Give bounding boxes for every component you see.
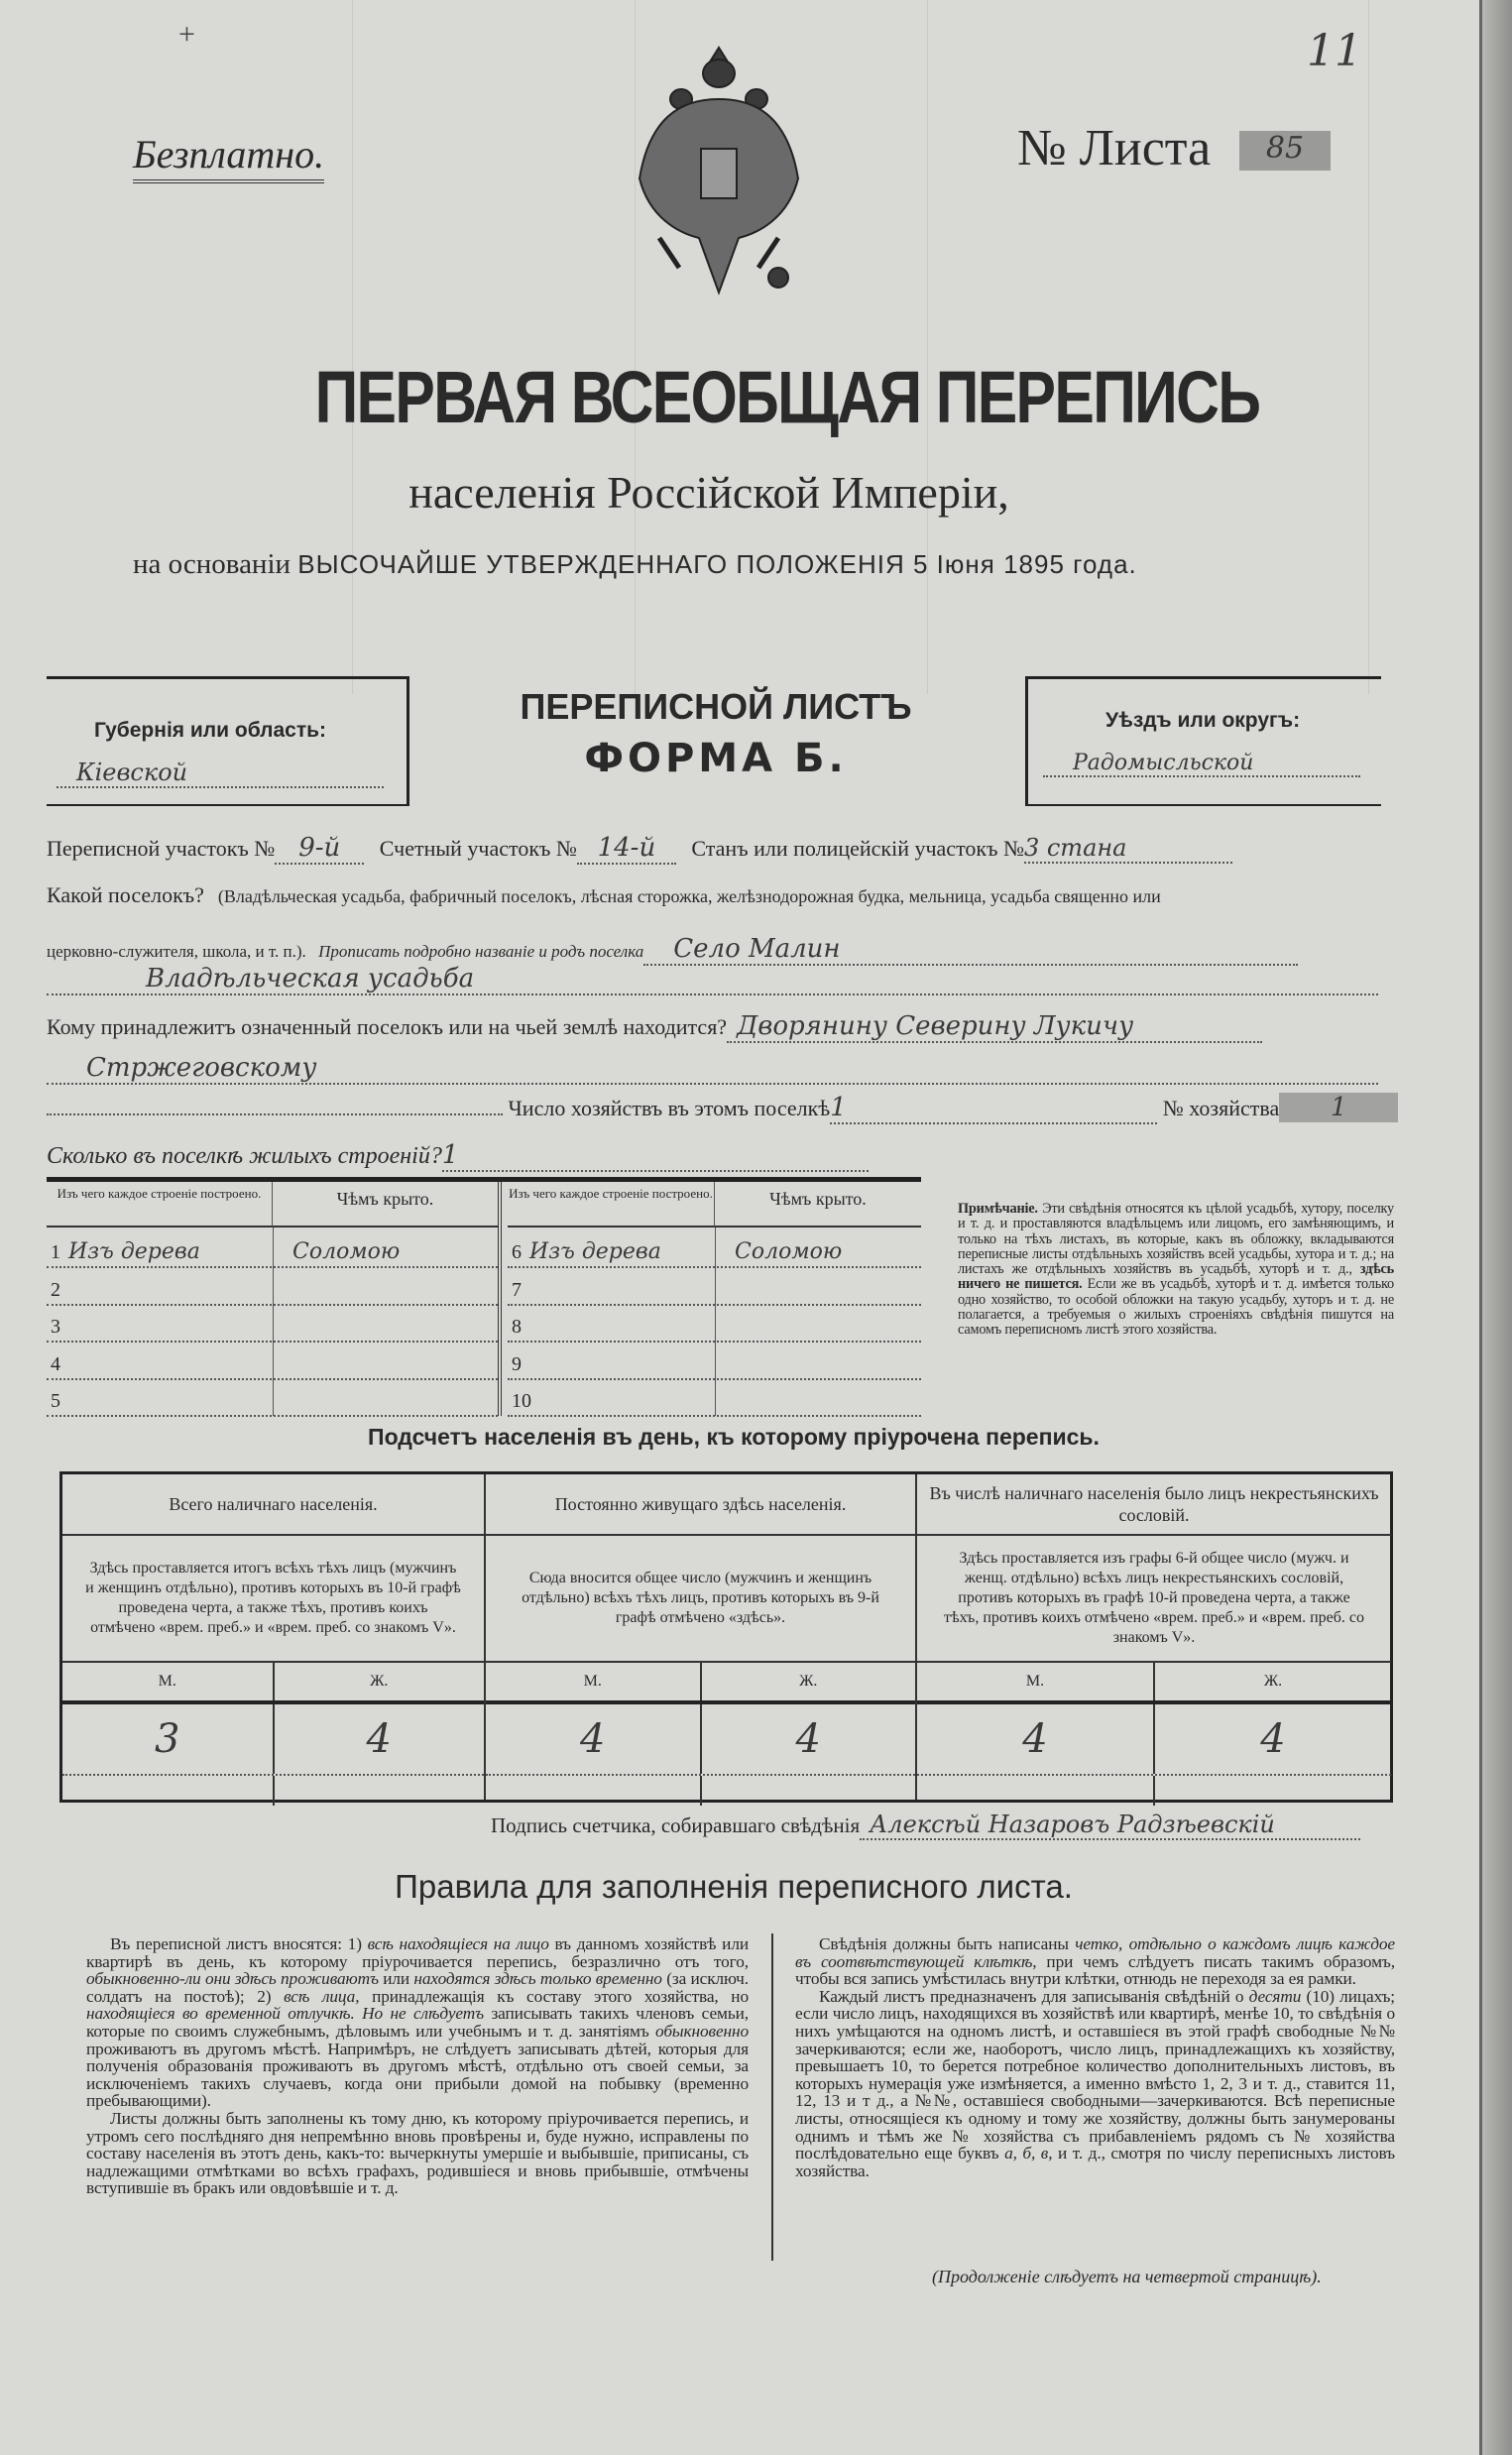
buildings-line [47, 1140, 869, 1172]
rules-text: записывать такихъ членовъ семьи, которые по своимъ служебнымъ, дѣловымъ или учебнымъ и т. д. занятіямъ [86, 2004, 749, 2041]
rules-paragraph [86, 1935, 749, 2110]
female-label: Ж. [273, 1663, 485, 1700]
row-number: 8 [512, 1316, 522, 1338]
rules-emphasis: находящіеся во временной отлучкѣ. Но не слѣдуетъ [86, 2004, 484, 2024]
blank-row [917, 1776, 1391, 1806]
note-paragraph [958, 1202, 1394, 1339]
subtitle [0, 466, 1512, 519]
sex-header-row [62, 1663, 484, 1704]
province-label: Губернія или область: [94, 719, 327, 742]
district-cell [1025, 676, 1381, 806]
row-number: 5 [51, 1390, 60, 1412]
blank-cell [917, 1776, 1153, 1806]
column-description: Здѣсь проставляется итогъ всѣхъ тѣхъ лицъ (мужчинъ и женщинъ отдѣльно), противъ которыхъ въ 10-й графѣ проведена черта, а также тѣхъ, противъ коихъ отмѣчено «врем. преб.» и «врем. преб. со знакомъ V». [62, 1536, 484, 1663]
rules-paragraph [86, 2110, 749, 2197]
row-number: 4 [51, 1352, 60, 1375]
subtitle-text: населенія Россійской Имперіи, [408, 467, 1009, 518]
household-number-value: 1 [1279, 1093, 1398, 1122]
owner-value: Дворянину Северину Лукичу [727, 1011, 1262, 1043]
settlement-hint-2: церковно-служителя, школа, и т. п.). [47, 942, 306, 961]
owner-label: Кому принадлежитъ означенный поселокъ или на чьей землѣ находится? [47, 1014, 728, 1039]
settlement-value-2: Владѣльческая усадьба [47, 964, 1378, 995]
rules-emphasis: всѣ находящіеся на лицо [367, 1934, 549, 1953]
population-table [59, 1471, 1393, 1803]
row-number: 7 [512, 1278, 522, 1301]
rules-text: проживаютъ въ другомъ мѣстѣ. Напримѣръ, не слѣдуетъ записывать дѣтей, которыя для полученія образованія проживаютъ въ другомъ мѣстѣ, отдѣльно отъ своей семьи, за исключеніемъ такихъ случаевъ, когда они прибыли домой на побывку (временно пребывающими). [86, 2039, 749, 2111]
value-row [486, 1704, 915, 1776]
form-name: ФОРМА Б. [584, 736, 848, 781]
note-text: Эти свѣдѣнія относятся къ цѣлой усадьбѣ, хутору, поселку и т. д. и проставляются владѣльцемъ или лицомъ, его замѣняющимъ, и только на тѣхъ листахъ, въ которые, какъ въ обложку, вкладываются переписные листы отдѣльныхъ хозяйствъ всей усадьбы, хутора и т. д.; на листахъ же отдѣльныхъ хозяйствъ въ усадьбѣ, хуторѣ и т. д., [958, 1201, 1394, 1278]
column-description: Сюда вносится общее число (мужчинъ и женщинъ отдѣльно) всѣхъ тѣхъ лицъ, противъ которыхъ въ 9-й графѣ отмѣчено «здѣсь». [486, 1536, 915, 1663]
buildings-value: 1 [442, 1140, 869, 1172]
rules-emphasis: а, б, в, [1004, 2144, 1053, 2163]
signature-value: Алексѣй Назаровъ Радзѣевскій [860, 1811, 1360, 1840]
rules-text: Свѣдѣнія должны быть написаны [819, 1934, 1076, 1953]
province-cell [47, 676, 409, 806]
table-row [508, 1229, 921, 1268]
male-label: М. [158, 1673, 176, 1690]
counting-district-label: Счетный участокъ № [379, 836, 577, 861]
row-number: 3 [51, 1316, 60, 1338]
rules-left-column [86, 1935, 749, 2197]
buildings-table [47, 1177, 921, 1416]
row-number: 9 [512, 1352, 522, 1375]
roof-value: Соломою [292, 1239, 401, 1264]
show-through-line [352, 0, 353, 694]
settlement-line [47, 882, 1161, 908]
sex-header-row [917, 1663, 1391, 1704]
rules-title-text: Правила для заполненія переписного листа. [395, 1868, 1073, 1905]
counting-district-value: 14-й [577, 833, 676, 865]
rules-text: (10) лицахъ; если число лицъ, находящихся въ хозяйствѣ или квартирѣ, менѣе 10, то свѣдѣнія о нихъ умѣщаются на одномъ листѣ, и оставшіеся въ этой графѣ свободные №№ зачеркиваются; если же, наоборотъ, число лицъ, принадлежащихъ къ хозяйству, превышаетъ 10, то берется потребное количество дополнительныхъ листовъ, въ которыхъ нумерація уже измѣняется, а именно вмѣсто 1, 2, 3 и т. д., ставится 11, 12, 13 и т д., а №№, оставшіеся свободными—зачеркиваются. Всѣ переписные листы, относящіеся къ одному и тому же хозяйству, должны быть занумерованы однимъ и тѣмъ же № хозяйства съ прибавленіемъ рядомъ съ № хозяйства послѣдовательно еще буквъ [795, 1986, 1395, 2163]
table-row [47, 1342, 498, 1380]
owner-line [47, 1011, 1378, 1043]
sheet-number-label: № Листа [1017, 120, 1212, 176]
blank-cell [62, 1776, 273, 1806]
material-value: Изъ дерева [68, 1239, 200, 1264]
settlement-instruction: Прописать подробно названіе и родъ поселка [318, 942, 644, 961]
note-label: Примѣчаніе. [958, 1201, 1038, 1217]
imperial-eagle-emblem [620, 40, 818, 307]
rules-text: Каждый листъ предназначенъ для записыванія свѣдѣній о [819, 1986, 1249, 2006]
rules-text: Листы должны быть заполнены къ тому дню, къ которому пріурочивается перепись, и утромъ сего послѣдняго дня непремѣнно вновь провѣрены и, буде нужно, исправлены по составу населенія въ этотъ день, какъ-то: вычеркнуты умершіе и выбывшіе, приписаны, съ надлежащими отмѣтками во всѣхъ графахъ, родившіеся и вновь прибывшіе, отмѣчены вступившіе въ бракъ или овдовѣвшіе и т. д. [86, 2108, 749, 2198]
signature-label: Подпись счетчика, собиравшаго свѣдѣнія [491, 1813, 861, 1837]
rules-emphasis: десяти [1248, 1986, 1302, 2006]
female-count: 4 [1153, 1704, 1391, 1774]
buildings-table-left [47, 1182, 502, 1416]
population-column [484, 1474, 915, 1800]
buildings-label: Сколько въ поселкѣ жилыхъ строеній? [47, 1143, 442, 1169]
rules-paragraph [795, 1935, 1395, 1988]
page-title-text: ПЕРВАЯ ВСЕОБЩАЯ ПЕРЕПИСЬ [314, 356, 1260, 438]
rules-emphasis: обыкновенно [655, 2021, 749, 2041]
free-label: Безплатно. [133, 131, 324, 183]
row-number: 2 [51, 1278, 60, 1301]
male-label: М. [583, 1673, 602, 1690]
rules-right-column [795, 1935, 1395, 2179]
column-header-material: Изъ чего каждое строеніе построено. [47, 1182, 273, 1228]
province-value: Кіевской [57, 759, 384, 788]
settlement-fields [47, 833, 1378, 1130]
population-column [915, 1474, 1391, 1800]
households-line [47, 1093, 1378, 1124]
female-count: 4 [700, 1704, 916, 1774]
sheet-number-value: 85 [1239, 131, 1331, 171]
table-row [47, 1229, 498, 1268]
male-count: 3 [155, 1716, 180, 1762]
rules-emphasis: всѣ лица, [284, 1986, 360, 2006]
census-district-label: Переписной участокъ № [47, 836, 276, 861]
district-value: Радомысльской [1043, 751, 1360, 777]
rules-text: (за исключ. солдатъ на постоѣ); 2) [86, 1969, 749, 2006]
table-row [508, 1304, 921, 1343]
settlement-value: Село Малин [643, 934, 1298, 966]
row-number: 1 [51, 1241, 60, 1263]
basis-main: ВЫСОЧАЙШЕ УТВЕРЖДЕННАГО ПОЛОЖЕНІЯ 5 Іюня 1895 года. [297, 549, 1137, 579]
table-row [508, 1342, 921, 1380]
table-row [47, 1304, 498, 1343]
column-header-roof: Чѣмъ крыто. [715, 1182, 921, 1228]
female-label: Ж. [700, 1663, 916, 1700]
roof-value: Соломою [735, 1239, 843, 1264]
rules-emphasis: четко, отдѣльно о каждомъ лицѣ каждое въ соотвѣтствующей клѣткѣ [795, 1934, 1395, 1971]
column-title: Въ числѣ наличнаго населенія было лицъ некрестьянскихъ сословій. [917, 1474, 1391, 1536]
table-row [47, 1378, 498, 1417]
show-through-line [1368, 0, 1369, 694]
population-heading-text: Подсчетъ населенія въ день, къ которому пріурочена перепись. [368, 1424, 1100, 1450]
rules-emphasis: находятся здѣсь только временно [413, 1969, 662, 1989]
district-label: Уѣздъ или округъ: [1105, 709, 1301, 732]
owner-value-2: Стржеговскому [47, 1053, 1378, 1085]
rules-divider [771, 1933, 773, 2261]
archive-number: 11 [1307, 26, 1362, 76]
stan-label: Станъ или полицейскій участокъ № [691, 836, 1024, 861]
male-count: 4 [1022, 1716, 1048, 1762]
male-label: М. [1025, 1673, 1045, 1690]
value-row [917, 1704, 1391, 1776]
corner-mark: + [178, 18, 195, 51]
row-number: 10 [512, 1390, 531, 1412]
male-count: 4 [580, 1716, 606, 1762]
column-title: Постоянно живущаго здѣсь населенія. [486, 1474, 915, 1536]
rules-paragraph [795, 1988, 1395, 2180]
value-row [62, 1704, 484, 1776]
settlement-label: Какой поселокъ? [47, 882, 204, 907]
female-count: 4 [273, 1704, 485, 1774]
page-edge-line [1479, 0, 1482, 2455]
households-value: 1 [830, 1093, 1157, 1124]
stan-value: 3 стана [1024, 834, 1232, 864]
row-number: 6 [512, 1241, 522, 1263]
column-description: Здѣсь проставляется изъ графы 6-й общее число (мужч. и женщ. отдѣльно) всѣхъ лицъ некрестьянскихъ сословій, противъ которыхъ въ графѣ 10-й проведена черта, а также тѣхъ, противъ коихъ отмѣчено «врем. преб.» и «врем. преб. со знакомъ V». [917, 1536, 1391, 1663]
sex-header-row [486, 1663, 915, 1704]
page-title [211, 355, 1260, 439]
show-through-line [927, 0, 928, 694]
blank-row [62, 1776, 484, 1806]
column-header-roof: Чѣмъ крыто. [273, 1182, 498, 1228]
female-label: Ж. [1153, 1663, 1391, 1700]
rules-text: Въ переписной листъ вносятся: 1) [110, 1934, 368, 1953]
signature-line [491, 1811, 1393, 1840]
note-bold-text: здѣсь ничего не пишется. [958, 1261, 1394, 1293]
form-box [47, 676, 1378, 801]
rules-text: или [378, 1969, 414, 1989]
census-district-value: 9-й [275, 833, 364, 865]
settlement-instruction-line [47, 934, 1378, 966]
rules-emphasis: обыкновенно-ли они здѣсь проживаютъ [86, 1969, 379, 1989]
buildings-table-right [508, 1182, 921, 1416]
district-line [47, 833, 1232, 865]
rules-text: , при чемъ слѣдуетъ писать такимъ образомъ, чтобы вся запись умѣстилась внутри клѣтки, отнюдь не переходя за ея рамки. [795, 1951, 1395, 1989]
rules-title [0, 1868, 1512, 1906]
population-column [62, 1474, 484, 1800]
form-title: ПЕРЕПИСНОЙ ЛИСТЪ [520, 686, 912, 727]
table-row [47, 1267, 498, 1306]
column-title: Всего наличнаго населенія. [62, 1474, 484, 1536]
settlement-hint: (Владѣльческая усадьба, фабричный поселокъ, лѣсная сторожка, желѣзнодорожная будка, мельница, усадьба священно или [217, 886, 1161, 906]
households-label: Число хозяйствъ въ этомъ поселкѣ [508, 1096, 831, 1120]
note-text-2: Если же въ усадьбѣ, хуторѣ и т. д. имѣется только одно хозяйство, то особой обложки на такую усадьбу, хуторъ и т. д. не полагается, а требуемыя о жилыхъ строеніяхъ свѣдѣнія пишутся на самомъ переписномъ листѣ этого хозяйства. [958, 1276, 1394, 1339]
continued-note: (Продолженіе слѣдуетъ на четвертой страницѣ). [932, 2267, 1322, 2286]
material-value: Изъ дерева [529, 1239, 661, 1264]
blank-cell [273, 1776, 485, 1806]
page-edge-shadow [1482, 0, 1512, 2455]
basis-prefix: на основаніи [133, 548, 298, 580]
rules-text: и т. д., смотря по числу переписныхъ листовъ хозяйства. [795, 2144, 1396, 2180]
blank-cell [486, 1776, 700, 1806]
blank-cell [700, 1776, 916, 1806]
population-heading [0, 1424, 1512, 1451]
basis-line [133, 548, 1299, 581]
household-number-label: № хозяйства [1162, 1096, 1280, 1120]
rules-text: въ данномъ хозяйствѣ или квартирѣ въ день, къ которому пріурочивается перепись, безразлично отъ того, [86, 1934, 749, 1971]
rules-text: принадлежащія къ составу этого хозяйства, но [359, 1986, 749, 2006]
blank-cell [1153, 1776, 1391, 1806]
column-header-material: Изъ чего каждое строеніе построено. [508, 1182, 715, 1228]
blank-row [486, 1776, 915, 1806]
table-row [508, 1267, 921, 1306]
table-row [508, 1378, 921, 1417]
